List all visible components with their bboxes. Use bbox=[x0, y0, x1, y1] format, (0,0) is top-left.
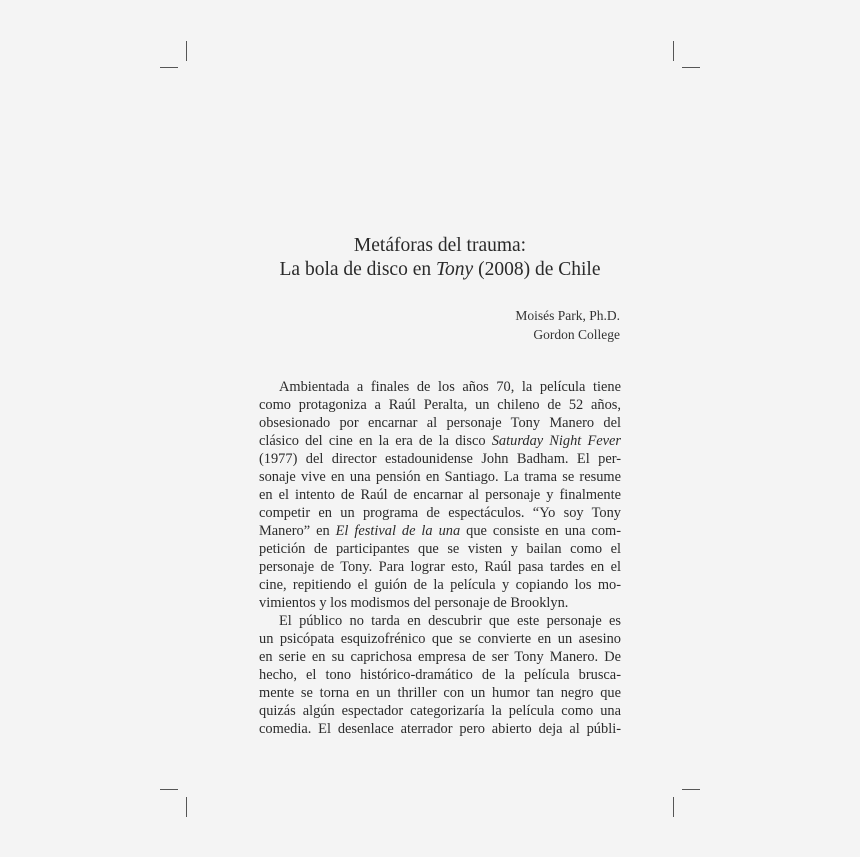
text-run: obsesionado por encarnar al personaje Tony Manero del bbox=[259, 415, 621, 431]
text-run: El público no tarda en descubrir que este personaje es bbox=[279, 613, 621, 629]
body-line bbox=[259, 648, 621, 666]
body-line bbox=[259, 522, 621, 540]
body-line bbox=[259, 558, 621, 576]
crop-mark-bottom-left-h bbox=[160, 789, 178, 790]
body-line bbox=[259, 612, 621, 630]
body-text bbox=[259, 378, 621, 738]
text-run: Ambientada a finales de los años 70, la película tiene bbox=[279, 379, 621, 395]
author-affiliation: Gordon College bbox=[533, 327, 620, 342]
body-line bbox=[259, 630, 621, 648]
title-line-1: Metáforas del trauma: bbox=[353, 235, 527, 256]
body-line bbox=[259, 702, 621, 720]
body-line bbox=[259, 432, 621, 450]
article-title bbox=[259, 234, 621, 282]
body-line bbox=[259, 666, 621, 684]
body-line bbox=[259, 540, 621, 558]
crop-mark-bottom-left-v bbox=[186, 797, 187, 817]
title-film-name: Tony bbox=[436, 259, 474, 280]
body-line bbox=[259, 486, 621, 504]
text-run: clásico del cine en la era de la disco bbox=[259, 433, 492, 449]
text-run: en el intento de Raúl de encarnar al personaje y finalmente bbox=[259, 487, 621, 503]
author-block bbox=[400, 306, 620, 344]
text-run: quizás algún espectador categorizaría la película como una bbox=[259, 703, 621, 719]
body-line bbox=[259, 378, 621, 396]
body-line bbox=[259, 414, 621, 432]
body-line bbox=[259, 468, 621, 486]
crop-mark-bottom-right-v bbox=[673, 797, 674, 817]
title-line-2-suffix: (2008) de Chile bbox=[473, 259, 601, 280]
text-run: Manero” en bbox=[259, 523, 336, 539]
italic-text: El festival de la una bbox=[335, 523, 461, 539]
body-line bbox=[259, 720, 621, 738]
text-run: en serie en su caprichosa empresa de ser Tony Manero. De bbox=[259, 649, 621, 665]
body-line bbox=[259, 450, 621, 468]
text-run: como protagoniza a Raúl Peralta, un chileno de 52 años, bbox=[259, 397, 621, 413]
text-run: mente se torna en un thriller con un humor tan negro que bbox=[259, 685, 621, 701]
body-line bbox=[259, 576, 621, 594]
title-line-2 bbox=[259, 258, 621, 282]
crop-mark-top-left-v bbox=[186, 41, 187, 61]
body-line bbox=[259, 684, 621, 702]
text-run: cine, repitiendo el guión de la película y copiando los mo- bbox=[259, 577, 621, 593]
text-run: comedia. El desenlace aterrador pero abierto deja al públi- bbox=[259, 721, 621, 737]
body-line bbox=[259, 396, 621, 414]
text-run: sonaje vive en una pensión en Santiago. La trama se resume bbox=[259, 469, 621, 485]
crop-mark-top-left-h bbox=[160, 67, 178, 68]
crop-mark-top-right-h bbox=[682, 67, 700, 68]
italic-text: Saturday Night Fever bbox=[491, 433, 621, 449]
title-line-2-prefix: La bola de disco en bbox=[279, 259, 436, 280]
text-run: competir en un programa de espectáculos. “Yo soy Tony bbox=[259, 505, 621, 521]
text-run: (1977) del director estadounidense John Badham. El per- bbox=[259, 451, 621, 467]
body-line bbox=[259, 504, 621, 522]
text-run: hecho, el tono histórico-dramático de la película brusca- bbox=[259, 667, 621, 683]
author-name: Moisés Park, Ph.D. bbox=[515, 308, 620, 323]
text-run: que consiste en una com- bbox=[460, 523, 621, 539]
text-run: un psicópata esquizofrénico que se convierte en un asesino bbox=[259, 631, 621, 647]
text-run: vimientos y los modismos del personaje de Brooklyn. bbox=[259, 595, 569, 611]
body-line bbox=[259, 594, 621, 612]
crop-mark-top-right-v bbox=[673, 41, 674, 61]
crop-mark-bottom-right-h bbox=[682, 789, 700, 790]
text-run: petición de participantes que se visten y bailan como el bbox=[259, 541, 621, 557]
text-run: personaje de Tony. Para lograr esto, Raúl pasa tardes en el bbox=[259, 559, 621, 575]
